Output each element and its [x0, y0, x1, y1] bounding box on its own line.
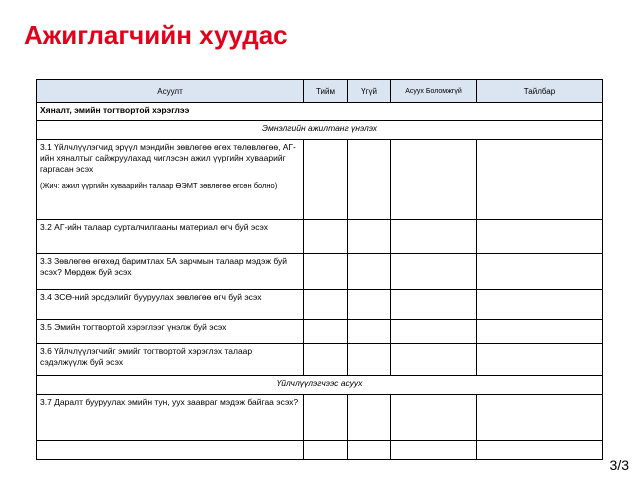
comment-cell[interactable] [477, 140, 603, 220]
question-cell: 3.5 Эмийн тогтвортой хэрэглээг үнэлж буй эсэх [37, 320, 304, 344]
question-cell: 3.2 АГ-ийн талаар сурталчилгааны материал өгч буй эсэх [37, 220, 304, 254]
question-cell [37, 441, 304, 460]
table-header-row [37, 80, 603, 103]
no-cell[interactable] [348, 290, 391, 320]
table-row [37, 344, 603, 376]
no-cell[interactable] [348, 320, 391, 344]
subsection-title-staff: Эмнэлгийн ажилтанг үнэлэх [37, 121, 603, 140]
yes-cell[interactable] [304, 290, 348, 320]
page-title: Ажиглагчийн хуудас [24, 20, 288, 50]
not-applicable-cell[interactable] [391, 290, 477, 320]
yes-cell[interactable] [304, 344, 348, 376]
no-cell[interactable] [348, 140, 391, 220]
header-yes: Тийм [304, 80, 348, 103]
comment-cell[interactable] [477, 344, 603, 376]
header-not-applicable: Асуух Боломжгүй [391, 80, 477, 103]
yes-cell[interactable] [304, 395, 348, 441]
table-row [37, 140, 603, 220]
yes-cell[interactable] [304, 441, 348, 460]
not-applicable-cell[interactable] [391, 441, 477, 460]
comment-cell[interactable] [477, 320, 603, 344]
no-cell[interactable] [348, 254, 391, 290]
question-text: 3.1 Үйлчлүүлэгчид эрүүл мэндийн зөвлөгөө өгөх төлөвлөгөө, АГ-ийн хяналтыг сайжруулахад чиглэсэн ажил үүргийн хуваарийг гаргасан эсэх [40, 142, 296, 174]
comment-cell[interactable] [477, 220, 603, 254]
table-row [37, 254, 603, 290]
observation-table [36, 79, 603, 460]
no-cell[interactable] [348, 395, 391, 441]
section-row [37, 103, 603, 121]
header-question: Асуулт [37, 80, 304, 103]
question-cell: 3.3 Зөвлөгөө өгөхөд баримтлах 5А зарчмын талаар мэдэж буй эсэх? Мөрдөж буй эсэх [37, 254, 304, 290]
yes-cell[interactable] [304, 254, 348, 290]
question-note: (Жич: ажил үүргийн хуваарийн талаар ӨЭМТ зөвлөгөө өгсөн болно) [40, 181, 278, 190]
not-applicable-cell[interactable] [391, 344, 477, 376]
not-applicable-cell[interactable] [391, 254, 477, 290]
question-cell: 3.6 Үйлчлүүлэгчийг эмийг тогтвортой хэрэглэх талаар сэдэлжүүлж буй эсэх [37, 344, 304, 376]
comment-cell[interactable] [477, 441, 603, 460]
table-row [37, 441, 603, 460]
comment-cell[interactable] [477, 395, 603, 441]
header-no: Үгүй [348, 80, 391, 103]
question-cell [37, 140, 304, 220]
question-cell: 3.4 ЗСӨ-ний эрсдэлийг бууруулах зөвлөгөө өгч буй эсэх [37, 290, 304, 320]
table-row [37, 220, 603, 254]
not-applicable-cell[interactable] [391, 140, 477, 220]
no-cell[interactable] [348, 220, 391, 254]
header-comment: Тайлбар [477, 80, 603, 103]
section-title: Хяналт, эмийн тогтвортой хэрэглээ [37, 103, 603, 121]
subsection-row [37, 376, 603, 395]
subsection-title-client: Үйлчлүүлэгчээс асуух [37, 376, 603, 395]
no-cell[interactable] [348, 344, 391, 376]
table-row [37, 395, 603, 441]
subsection-row [37, 121, 603, 140]
not-applicable-cell[interactable] [391, 320, 477, 344]
no-cell[interactable] [348, 441, 391, 460]
comment-cell[interactable] [477, 290, 603, 320]
comment-cell[interactable] [477, 254, 603, 290]
yes-cell[interactable] [304, 220, 348, 254]
yes-cell[interactable] [304, 140, 348, 220]
yes-cell[interactable] [304, 320, 348, 344]
page-number: 3/3 [609, 457, 629, 473]
table-row [37, 290, 603, 320]
question-cell: 3.7 Даралт бууруулах эмийн тун, уух заавраг мэдэж байгаа эсэх? [37, 395, 304, 441]
not-applicable-cell[interactable] [391, 395, 477, 441]
not-applicable-cell[interactable] [391, 220, 477, 254]
table-row [37, 320, 603, 344]
